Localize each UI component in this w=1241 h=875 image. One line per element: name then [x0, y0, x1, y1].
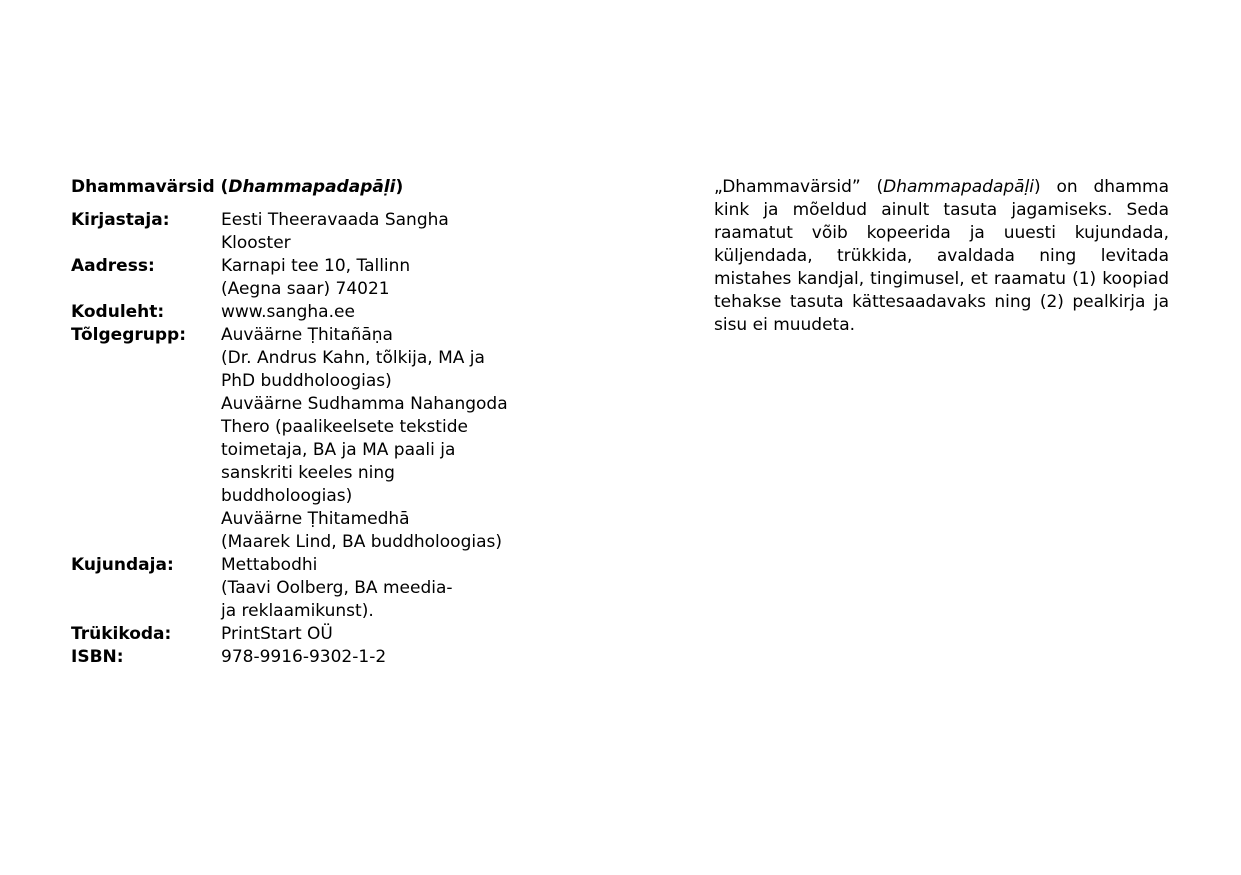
printer-value — [221, 623, 551, 646]
address-row — [71, 255, 551, 301]
designer-label: Kujundaja: — [71, 555, 174, 575]
address-line: Karnapi tee 10, Tallinn — [221, 256, 411, 276]
publisher-line: Eesti Theeravaada Sangha — [221, 210, 449, 230]
website-label: Koduleht: — [71, 302, 165, 322]
designer-line: (Taavi Oolberg, BA meedia- — [221, 578, 453, 598]
license-paragraph — [714, 176, 1169, 337]
license-text: „Dhammavärsid” ( — [714, 177, 884, 197]
translator-detail: toimetaja, BA ja MA paali ja — [221, 440, 456, 460]
designer-value — [221, 554, 551, 623]
translator-detail: (paalikeelsete tekstide — [269, 417, 468, 437]
license-pali-title: Dhammapadapāḷi — [883, 177, 1035, 197]
translator-detail: PhD buddholoogias) — [221, 371, 392, 391]
website-value — [221, 301, 551, 324]
translator-detail: (Maarek Lind, BA buddholoogias) — [221, 532, 502, 552]
designer-line: ja reklaamikunst). — [221, 601, 374, 621]
translator-name-continued — [221, 416, 551, 439]
isbn-row — [71, 646, 551, 669]
isbn-label: ISBN: — [71, 647, 124, 667]
colophon-left-page — [71, 176, 551, 669]
website-row — [71, 301, 551, 324]
publisher-line: Klooster — [221, 233, 291, 253]
designer-line: Mettabodhi — [221, 555, 318, 575]
translator-name: Auväärne Ṭhitañāṇa — [221, 325, 393, 345]
translator-detail: buddholoogias) — [221, 486, 353, 506]
printer-label: Trükikoda: — [71, 624, 172, 644]
book-title-pali: Dhammapadapāḷi — [228, 177, 396, 197]
book-title-suffix: ) — [395, 177, 404, 197]
book-title — [71, 176, 551, 199]
isbn-number: 978-9916-9302-1-2 — [221, 647, 387, 667]
book-title-prefix: Dhammavärsid ( — [71, 177, 229, 197]
address-label: Aadress: — [71, 256, 155, 276]
isbn-value — [221, 646, 551, 669]
publisher-value — [221, 209, 551, 255]
translator-name: Auväärne Sudhamma Nahangoda — [221, 394, 508, 414]
printer-name: PrintStart OÜ — [221, 624, 333, 644]
translators-value — [221, 324, 551, 554]
translators-row — [71, 324, 551, 554]
address-line: (Aegna saar) 74021 — [221, 279, 390, 299]
address-value — [221, 255, 551, 301]
printer-row — [71, 623, 551, 646]
translators-label: Tõlgegrupp: — [71, 325, 186, 345]
website-url: www.sangha.ee — [221, 302, 355, 322]
publisher-row — [71, 209, 551, 255]
translator-detail: sanskriti keeles ning — [221, 463, 395, 483]
publisher-label: Kirjastaja: — [71, 210, 170, 230]
designer-row — [71, 554, 551, 623]
translator-name-part: Thero — [221, 417, 270, 437]
translator-detail: (Dr. Andrus Kahn, tõlkija, MA ja — [221, 348, 485, 368]
license-text: ) on dhamma kink ja mõeldud ainult tasuta jagamiseks. Seda raamatut võib kopeerida ja uuesti kujundada, küljendada, trükkida, avaldada ning levitada mistahes kandjal, tingimusel, et raamatu (1) koopiad tehakse tasuta kättesaadavaks ning (2) pealkirja ja sisu ei muudeta. — [714, 177, 1170, 335]
translator-name: Auväärne Ṭhitamedhā — [221, 509, 410, 529]
